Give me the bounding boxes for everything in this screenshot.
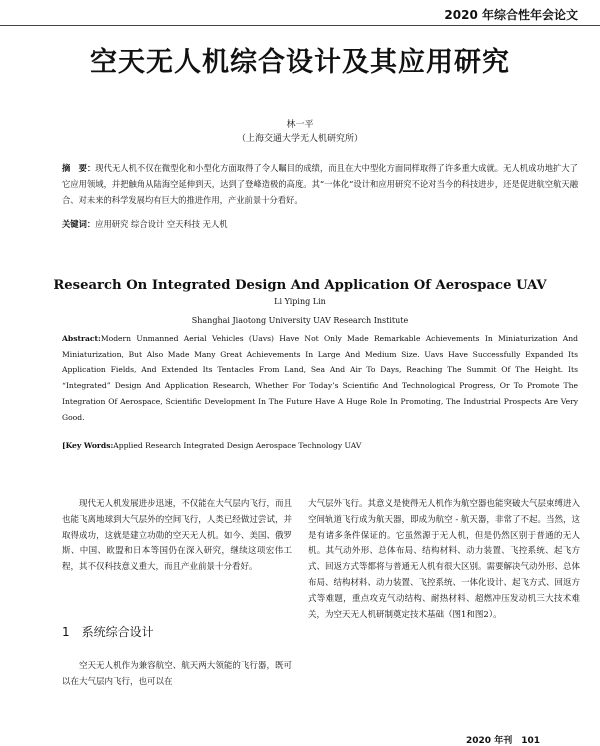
english-keywords-label: [Key Words:	[62, 441, 114, 450]
english-affiliation: Shanghai Jiaotong University UAV Research Institute	[191, 316, 409, 325]
english-title: Research On Integrated Design And Application Of Aerospace UAV	[53, 278, 547, 293]
journal-header: 2020 年综合性年会论文	[444, 8, 578, 22]
english-abstract	[62, 331, 578, 425]
english-abstract-label: Abstract:	[62, 334, 101, 343]
header-divider	[0, 25, 600, 26]
chinese-affiliation: （上海交通大学无人机研究所）	[236, 134, 363, 144]
body-intro-paragraph: 现代无人机发展进步迅速，不仅能在大气层内飞行，而且也能飞离地球到大气层外的空间飞行，人类已经做过尝试，并取得成功，这就是建立功勋的空天无人机。如今、美国、俄罗斯、中国、欧盟和日本等国仍在深入研究，继续这项宏伟工程，其不仅科技意义重大，而且产业前景十分看好。	[62, 499, 292, 573]
english-keywords	[62, 441, 578, 450]
chinese-author: 林一平	[286, 120, 314, 130]
page-footer: 2020 年刊 101	[466, 736, 540, 746]
right-column-paragraph: 大气层外飞行。其意义是使得无人机作为航空器也能突破大气层束缚进入空间轨道飞行成为航天器，即成为航空 - 航天器，非常了不起。当然，这是有诸多条件保证的。它虽然源于无人机，但是仍然区别于普通的无人机。其气动外形、总体布局、结构材料、动力装置、飞控系统、起飞方式、回返方式等都将与普通无人机有很大区别。需要解决气动外形、总体布局、结构材料、动力装置、飞控系统、一体化设计、起飞方式、回返方式等难题，重点攻克气动结构、耐热材料、超燃冲压发动机三大技术难关，为空天无人机研制奠定技术基础（图1和图2）。	[308, 499, 581, 620]
english-abstract-text: Modern Unmanned Aerial Vehicles (Uavs) Have Not Only Made Remarkable Achievements In Miniaturization And Miniaturization, But Also Made Many Great Achievements In Large And Medium Size. Uavs Have Successfully Expanded Its Application Fields, And Extended Its Tentacles From Land, Sea And Air To Days, Reaching The Summit Of The Height. Its “Integrated” Design And Application Research, Whether For Today’s Scientific And Technological Progress, Or To Promote The Integration Of Aerospace, Scientific Development In The Future Have A Huge Role In Promoting, The Industrial Prospects Are Very Good.	[62, 334, 578, 422]
english-author: Li Yiping Lin	[274, 297, 326, 306]
chinese-keywords-text: 应用研究 综合设计 空天科技 无人机	[95, 219, 228, 229]
chinese-keywords-label: 关键词：	[62, 219, 96, 229]
chinese-keywords	[62, 218, 578, 230]
section-paragraph: 空天无人机作为兼容航空、航天两大领能的飞行器，既可以在大气层内飞行，也可以在	[62, 661, 292, 687]
chinese-title: 空天无人机综合设计及其应用研究	[90, 47, 510, 78]
chinese-abstract	[62, 160, 578, 208]
chinese-abstract-label: 摘 要：	[62, 163, 96, 173]
chinese-abstract-text: 现代无人机不仅在微型化和小型化方面取得了令人瞩目的成绩，而且在大中型化方面同样取得了许多重大成就。无人机成功地扩大了它应用领域，并把触角从陆海空延伸到天，达到了登峰造极的高度。其“一体化”设计和应用研究不论对当今的科技进步，还是促进航空航天融合、对未来的科学发展均有巨大的推进作用，产业前景十分看好。	[62, 163, 578, 205]
english-keywords-text: Applied Research Integrated Design Aerospace Technology UAV	[113, 441, 362, 450]
section-heading: 1 系统综合设计	[62, 625, 154, 639]
